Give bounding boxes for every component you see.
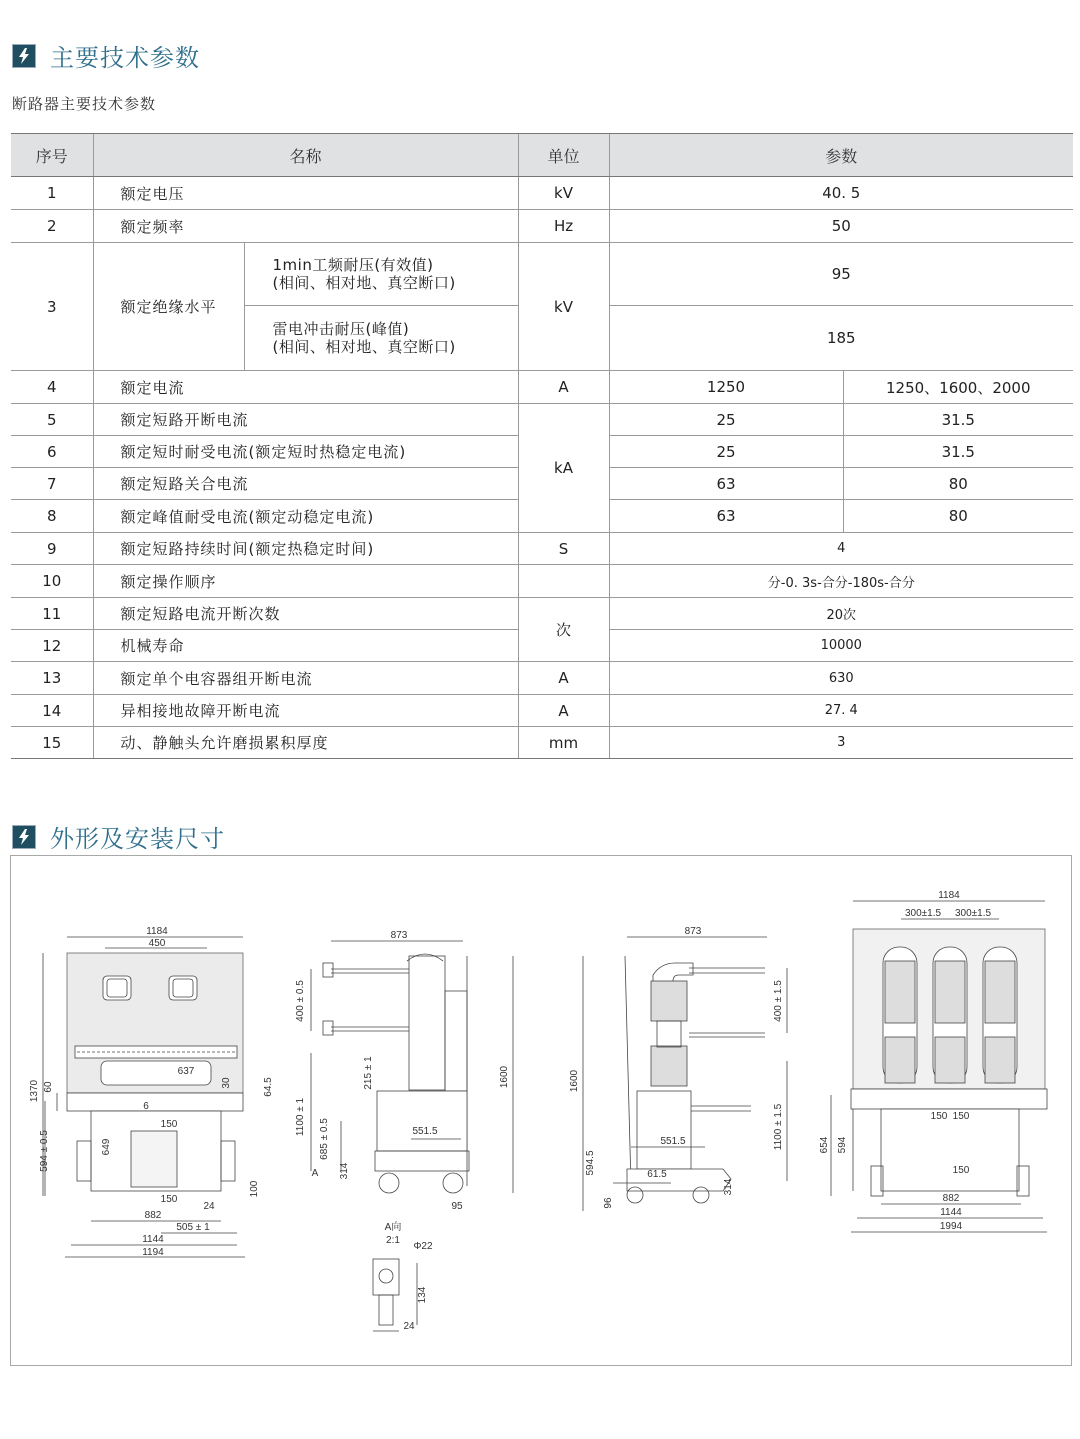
row-value-2: 80 (843, 468, 1073, 500)
row-unit: kV (518, 177, 609, 210)
dim-text: 1600 (499, 1065, 510, 1089)
row-unit: Hz (518, 210, 609, 243)
row-name: 动、静触头允许磨损累积厚度 (93, 727, 518, 759)
row-value-1: 63 (609, 468, 843, 500)
dim-text: 150 (930, 1111, 948, 1122)
dim-text: 551.5 (412, 1126, 438, 1137)
header-name: 名称 (93, 134, 518, 177)
row-value: 20次 (609, 598, 1073, 630)
table-row (11, 727, 1073, 759)
dim-text: 314 (339, 1162, 350, 1180)
lightning-icon (12, 825, 36, 849)
table-row (11, 533, 1073, 565)
row-value-1: 25 (609, 436, 843, 468)
dim-text: 594 ± 0.5 (39, 1130, 50, 1172)
dim-text: 150 (952, 1165, 970, 1176)
dim-text: 594.5 (585, 1150, 596, 1176)
row-value: 50 (609, 210, 1073, 243)
row-unit: kV (518, 243, 609, 371)
row-no: 7 (11, 468, 93, 500)
row-value: 185 (609, 306, 1073, 371)
table-row (11, 371, 1073, 404)
spec-table (11, 133, 1073, 759)
row-unit: A (518, 695, 609, 727)
row-value-2: 80 (843, 500, 1073, 533)
row-no: 1 (11, 177, 93, 210)
table-row (11, 695, 1073, 727)
row-no: 8 (11, 500, 93, 533)
row-value-2: 1250、1600、2000 (843, 371, 1073, 404)
dim-text: 594 (837, 1136, 848, 1154)
dim-text: 882 (144, 1210, 162, 1221)
sub-item-lightning-impulse (244, 306, 518, 371)
dim-text: 61.5 (647, 1169, 667, 1180)
header-unit: 单位 (518, 134, 609, 177)
dim-text: 1144 (940, 1207, 962, 1218)
row-name: 额定短路电流开断次数 (93, 598, 518, 630)
row-name: 额定电压 (93, 177, 518, 210)
row-unit: S (518, 533, 609, 565)
row-name: 额定电流 (93, 371, 518, 404)
row-no: 5 (11, 404, 93, 436)
row-no: 6 (11, 436, 93, 468)
detail-scale: 2:1 (386, 1235, 400, 1246)
table-row (11, 210, 1073, 243)
row-value-1: 1250 (609, 371, 843, 404)
row-name: 额定单个电容器组开断电流 (93, 662, 518, 695)
dim-text: 873 (390, 930, 408, 941)
sub-item-line2: (相间、相对地、真空断口) (272, 338, 456, 356)
dim-text: 100 (249, 1180, 260, 1198)
sub-item-power-frequency (244, 243, 518, 306)
table-row (11, 404, 1073, 436)
dim-text: 300±1.5 (954, 908, 992, 919)
dimension-drawings (10, 855, 1072, 1366)
row-no: 10 (11, 565, 93, 598)
row-value: 3 (609, 727, 1073, 759)
dim-text: 400 ± 1.5 (773, 980, 784, 1022)
dim-text: 637 (177, 1066, 195, 1077)
dim-text: A (311, 1168, 319, 1179)
dim-text: Φ22 (413, 1241, 433, 1252)
table-row (11, 598, 1073, 630)
rear-view (819, 890, 1047, 1232)
row-name: 额定绝缘水平 (93, 243, 244, 371)
dim-text: 150 (952, 1111, 970, 1122)
row-unit: kA (518, 404, 609, 533)
dim-text: 649 (101, 1138, 112, 1156)
dim-text: 400 ± 0.5 (295, 980, 306, 1022)
dim-text: 1100 ± 1 (295, 1097, 306, 1137)
dim-text: 1600 (569, 1069, 580, 1093)
row-no: 15 (11, 727, 93, 759)
dim-text: 60 (43, 1081, 54, 1093)
sub-item-line2: (相间、相对地、真空断口) (272, 274, 456, 292)
dim-text: 30 (221, 1077, 232, 1089)
row-value: 95 (609, 243, 1073, 306)
table-row (11, 662, 1073, 695)
row-name: 机械寿命 (93, 630, 518, 662)
dim-text: 150 (160, 1194, 178, 1205)
row-name: 额定短路持续时间(额定热稳定时间) (93, 533, 518, 565)
row-no: 9 (11, 533, 93, 565)
dim-text: 1194 (142, 1247, 164, 1258)
side-view (295, 930, 513, 1212)
row-value: 27. 4 (609, 695, 1073, 727)
dim-text: 1100 ± 1.5 (773, 1103, 784, 1151)
dim-text: 1184 (938, 890, 960, 901)
row-name: 额定短路关合电流 (93, 468, 518, 500)
row-value: 630 (609, 662, 1073, 695)
dim-text: 314 (723, 1178, 734, 1196)
dim-text: 134 (417, 1286, 428, 1304)
header-no: 序号 (11, 134, 93, 177)
row-no: 14 (11, 695, 93, 727)
front-view (29, 926, 274, 1258)
sub-item-line1: 1min工频耐压(有效值) (272, 256, 434, 274)
table-row (11, 565, 1073, 598)
row-value-2: 31.5 (843, 404, 1073, 436)
dim-text: 1370 (29, 1079, 40, 1103)
dim-text: 95 (451, 1201, 463, 1212)
dim-text: 873 (684, 926, 702, 937)
dim-text: 64.5 (263, 1077, 274, 1097)
section-header-dimensions (12, 819, 225, 854)
table-row (11, 243, 1073, 306)
row-no: 11 (11, 598, 93, 630)
sub-item-line1: 雷电冲击耐压(峰值) (272, 320, 410, 338)
row-unit: 次 (518, 598, 609, 662)
section-header-specs (12, 38, 200, 73)
row-value: 40. 5 (609, 177, 1073, 210)
row-value-1: 25 (609, 404, 843, 436)
row-name: 额定短时耐受电流(额定短时热稳定电流) (93, 436, 518, 468)
row-unit: A (518, 662, 609, 695)
dim-text: 654 (819, 1136, 830, 1154)
row-name: 额定频率 (93, 210, 518, 243)
detail-a-view (373, 1220, 433, 1332)
header-param: 参数 (609, 134, 1073, 177)
row-no: 13 (11, 662, 93, 695)
dim-text: 24 (403, 1321, 415, 1332)
dim-text: 551.5 (660, 1136, 686, 1147)
dim-text: 24 (203, 1201, 215, 1212)
dim-text: 1144 (142, 1234, 164, 1245)
dim-text: 6 (143, 1101, 149, 1112)
dim-text: 505 ± 1 (176, 1222, 210, 1233)
side-view-2 (569, 926, 787, 1211)
row-unit (518, 565, 609, 598)
row-value: 10000 (609, 630, 1073, 662)
row-no: 12 (11, 630, 93, 662)
dim-text: 300±1.5 (904, 908, 942, 919)
dim-text: 882 (942, 1193, 960, 1204)
dim-text: 685 ± 0.5 (319, 1118, 330, 1160)
row-name: 额定操作顺序 (93, 565, 518, 598)
row-unit: A (518, 371, 609, 404)
row-value: 分-0. 3s-合分-180s-合分 (609, 565, 1073, 598)
row-value-1: 63 (609, 500, 843, 533)
row-name: 额定峰值耐受电流(额定动稳定电流) (93, 500, 518, 533)
section-title: 主要技术参数 (50, 44, 200, 72)
row-no: 3 (11, 243, 93, 371)
dim-text: 1994 (939, 1221, 963, 1232)
row-name: 额定短路开断电流 (93, 404, 518, 436)
section-title: 外形及安装尺寸 (50, 825, 225, 853)
detail-title: A向 (384, 1222, 402, 1233)
lightning-icon (12, 44, 36, 68)
table-header-row (11, 134, 1073, 177)
table-row (11, 177, 1073, 210)
dim-text: 150 (160, 1119, 178, 1130)
row-unit: mm (518, 727, 609, 759)
row-value-2: 31.5 (843, 436, 1073, 468)
dim-text: 96 (603, 1197, 614, 1209)
row-no: 4 (11, 371, 93, 404)
row-no: 2 (11, 210, 93, 243)
dim-text: 215 ± 1 (363, 1056, 374, 1090)
dim-text: 450 (148, 938, 166, 949)
row-name: 异相接地故障开断电流 (93, 695, 518, 727)
table-caption: 断路器主要技术参数 (12, 95, 157, 113)
dim-text: 1184 (146, 926, 168, 937)
row-value: 4 (609, 533, 1073, 565)
